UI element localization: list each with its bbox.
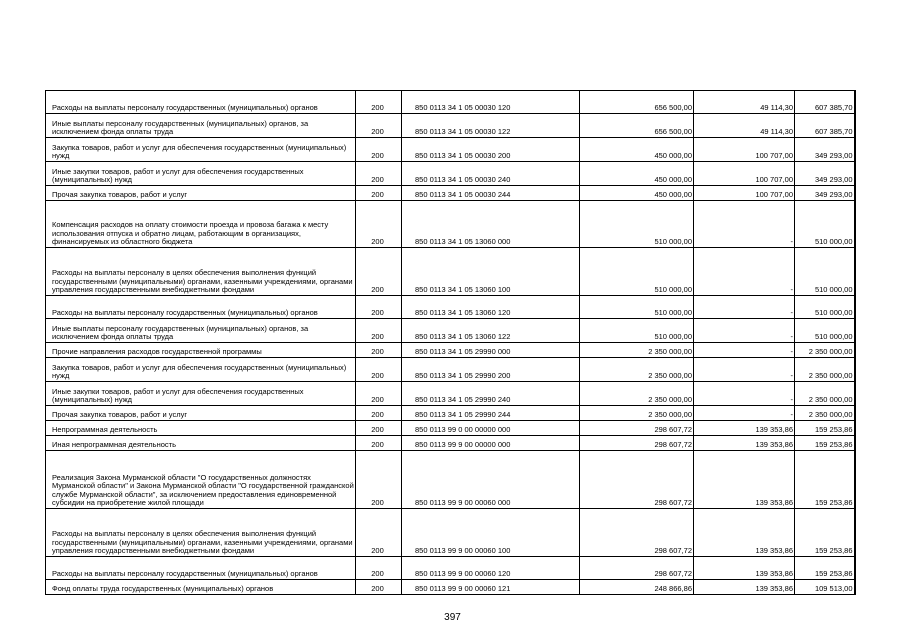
approved-amount-cell: 450 000,00 xyxy=(580,138,694,162)
budget-classification-code-cell: 850 0113 99 9 00 00060 121 xyxy=(402,580,580,595)
line-code-cell: 200 xyxy=(356,114,402,138)
item-name-cell: Иные закупки товаров, работ и услуг для обеспечения государственных (муниципальных) нужд xyxy=(46,162,356,186)
line-code-cell: 200 xyxy=(356,451,402,509)
remaining-amount-cell: 349 293,00 xyxy=(795,186,855,201)
executed-amount-cell: 100 707,00 xyxy=(694,162,795,186)
executed-amount-cell: 100 707,00 xyxy=(694,138,795,162)
budget-execution-table xyxy=(45,90,856,595)
table-row xyxy=(46,296,855,319)
executed-amount-cell: - xyxy=(694,358,795,382)
item-name-cell: Прочие направления расходов государственной программы xyxy=(46,343,356,358)
table-row xyxy=(46,248,855,296)
remaining-amount-cell: 510 000,00 xyxy=(795,319,855,343)
line-code-cell: 200 xyxy=(356,580,402,595)
approved-amount-cell: 2 350 000,00 xyxy=(580,343,694,358)
remaining-amount-cell: 109 513,00 xyxy=(795,580,855,595)
item-name-cell: Расходы на выплаты персоналу государственных (муниципальных) органов xyxy=(46,296,356,319)
budget-classification-code-cell: 850 0113 34 1 05 00030 240 xyxy=(402,162,580,186)
remaining-amount-cell: 159 253,86 xyxy=(795,421,855,436)
table-row xyxy=(46,319,855,343)
line-code-cell: 200 xyxy=(356,509,402,557)
table-row xyxy=(46,162,855,186)
remaining-amount-cell: 510 000,00 xyxy=(795,248,855,296)
item-name-cell: Закупка товаров, работ и услуг для обеспечения государственных (муниципальных) нужд xyxy=(46,138,356,162)
budget-classification-code-cell: 850 0113 99 9 00 00000 000 xyxy=(402,436,580,451)
line-code-cell: 200 xyxy=(356,186,402,201)
approved-amount-cell: 298 607,72 xyxy=(580,557,694,580)
remaining-amount-cell: 607 385,70 xyxy=(795,91,855,114)
budget-classification-code-cell: 850 0113 34 1 05 00030 122 xyxy=(402,114,580,138)
remaining-amount-cell: 159 253,86 xyxy=(795,557,855,580)
budget-classification-code-cell: 850 0113 34 1 05 00030 200 xyxy=(402,138,580,162)
remaining-amount-cell: 159 253,86 xyxy=(795,451,855,509)
approved-amount-cell: 510 000,00 xyxy=(580,319,694,343)
line-code-cell: 200 xyxy=(356,557,402,580)
line-code-cell: 200 xyxy=(356,421,402,436)
remaining-amount-cell: 607 385,70 xyxy=(795,114,855,138)
approved-amount-cell: 2 350 000,00 xyxy=(580,358,694,382)
table-row xyxy=(46,343,855,358)
item-name-cell: Компенсация расходов на оплату стоимости проезда и провоза багажа к месту использования отпуска и обратно лицам, работающим в организациях, финансируемых из областного бюджета xyxy=(46,201,356,248)
page-number: 397 xyxy=(444,612,461,623)
budget-classification-code-cell: 850 0113 34 1 05 00030 244 xyxy=(402,186,580,201)
budget-classification-code-cell: 850 0113 34 1 05 13060 120 xyxy=(402,296,580,319)
budget-classification-code-cell: 850 0113 34 1 05 13060 000 xyxy=(402,201,580,248)
table-row xyxy=(46,358,855,382)
table-row xyxy=(46,509,855,557)
executed-amount-cell: - xyxy=(694,248,795,296)
remaining-amount-cell: 159 253,86 xyxy=(795,436,855,451)
table-row xyxy=(46,406,855,421)
table-row xyxy=(46,138,855,162)
item-name-cell: Иные закупки товаров, работ и услуг для обеспечения государственных (муниципальных) нужд xyxy=(46,382,356,406)
budget-classification-code-cell: 850 0113 34 1 05 13060 100 xyxy=(402,248,580,296)
executed-amount-cell: - xyxy=(694,296,795,319)
line-code-cell: 200 xyxy=(356,436,402,451)
approved-amount-cell: 510 000,00 xyxy=(580,248,694,296)
approved-amount-cell: 248 866,86 xyxy=(580,580,694,595)
table-body xyxy=(46,91,855,595)
item-name-cell: Иная непрограммная деятельность xyxy=(46,436,356,451)
line-code-cell: 200 xyxy=(356,406,402,421)
executed-amount-cell: - xyxy=(694,343,795,358)
executed-amount-cell: 139 353,86 xyxy=(694,580,795,595)
line-code-cell: 200 xyxy=(356,201,402,248)
item-name-cell: Прочая закупка товаров, работ и услуг xyxy=(46,406,356,421)
item-name-cell: Прочая закупка товаров, работ и услуг xyxy=(46,186,356,201)
item-name-cell: Закупка товаров, работ и услуг для обеспечения государственных (муниципальных) нужд xyxy=(46,358,356,382)
line-code-cell: 200 xyxy=(356,319,402,343)
budget-classification-code-cell: 850 0113 99 9 00 00060 120 xyxy=(402,557,580,580)
executed-amount-cell: - xyxy=(694,382,795,406)
item-name-cell: Фонд оплаты труда государственных (муниципальных) органов xyxy=(46,580,356,595)
table-row xyxy=(46,114,855,138)
executed-amount-cell: 139 353,86 xyxy=(694,451,795,509)
line-code-cell: 200 xyxy=(356,248,402,296)
line-code-cell: 200 xyxy=(356,138,402,162)
remaining-amount-cell: 349 293,00 xyxy=(795,162,855,186)
table-row xyxy=(46,557,855,580)
remaining-amount-cell: 2 350 000,00 xyxy=(795,358,855,382)
approved-amount-cell: 656 500,00 xyxy=(580,114,694,138)
approved-amount-cell: 450 000,00 xyxy=(580,162,694,186)
remaining-amount-cell: 510 000,00 xyxy=(795,296,855,319)
item-name-cell: Иные выплаты персоналу государственных (муниципальных) органов, за исключением фонда оплаты труда xyxy=(46,114,356,138)
item-name-cell: Иные выплаты персоналу государственных (муниципальных) органов, за исключением фонда оплаты труда xyxy=(46,319,356,343)
remaining-amount-cell: 2 350 000,00 xyxy=(795,382,855,406)
item-name-cell: Расходы на выплаты персоналу в целях обеспечения выполнения функций государственными (муниципальными) органами, казенными учреждениями, органами управления государственными внебюджетными фондами xyxy=(46,509,356,557)
table-row xyxy=(46,382,855,406)
line-code-cell: 200 xyxy=(356,91,402,114)
remaining-amount-cell: 349 293,00 xyxy=(795,138,855,162)
line-code-cell: 200 xyxy=(356,358,402,382)
table-row xyxy=(46,186,855,201)
line-code-cell: 200 xyxy=(356,382,402,406)
item-name-cell: Расходы на выплаты персоналу в целях обеспечения выполнения функций государственными (муниципальными) органами, казенными учреждениями, органами управления государственными внебюджетными фондами xyxy=(46,248,356,296)
item-name-cell: Реализация Закона Мурманской области "О государственных должностях Мурманской области" и Закона Мурманской области "О государственной гражданской службе Мурманской области", за исключением предоставления единовременной субсидии на приобретение жилой площади xyxy=(46,451,356,509)
approved-amount-cell: 2 350 000,00 xyxy=(580,406,694,421)
line-code-cell: 200 xyxy=(356,296,402,319)
executed-amount-cell: 139 353,86 xyxy=(694,436,795,451)
table-row xyxy=(46,436,855,451)
approved-amount-cell: 298 607,72 xyxy=(580,451,694,509)
executed-amount-cell: 139 353,86 xyxy=(694,557,795,580)
table-row xyxy=(46,91,855,114)
table-row xyxy=(46,421,855,436)
remaining-amount-cell: 510 000,00 xyxy=(795,201,855,248)
approved-amount-cell: 298 607,72 xyxy=(580,436,694,451)
table-row xyxy=(46,201,855,248)
executed-amount-cell: 49 114,30 xyxy=(694,91,795,114)
executed-amount-cell: - xyxy=(694,406,795,421)
budget-classification-code-cell: 850 0113 34 1 05 29990 244 xyxy=(402,406,580,421)
approved-amount-cell: 510 000,00 xyxy=(580,201,694,248)
budget-classification-code-cell: 850 0113 99 9 00 00060 100 xyxy=(402,509,580,557)
approved-amount-cell: 450 000,00 xyxy=(580,186,694,201)
budget-classification-code-cell: 850 0113 99 0 00 00000 000 xyxy=(402,421,580,436)
executed-amount-cell: 49 114,30 xyxy=(694,114,795,138)
executed-amount-cell: 139 353,86 xyxy=(694,421,795,436)
budget-classification-code-cell: 850 0113 34 1 05 29990 240 xyxy=(402,382,580,406)
executed-amount-cell: - xyxy=(694,201,795,248)
budget-classification-code-cell: 850 0113 34 1 05 29990 200 xyxy=(402,358,580,382)
budget-classification-code-cell: 850 0113 34 1 05 29990 000 xyxy=(402,343,580,358)
approved-amount-cell: 298 607,72 xyxy=(580,509,694,557)
remaining-amount-cell: 2 350 000,00 xyxy=(795,343,855,358)
line-code-cell: 200 xyxy=(356,162,402,186)
line-code-cell: 200 xyxy=(356,343,402,358)
budget-classification-code-cell: 850 0113 34 1 05 13060 122 xyxy=(402,319,580,343)
item-name-cell: Расходы на выплаты персоналу государственных (муниципальных) органов xyxy=(46,557,356,580)
budget-classification-code-cell: 850 0113 99 9 00 00060 000 xyxy=(402,451,580,509)
approved-amount-cell: 2 350 000,00 xyxy=(580,382,694,406)
remaining-amount-cell: 159 253,86 xyxy=(795,509,855,557)
approved-amount-cell: 510 000,00 xyxy=(580,296,694,319)
table-row xyxy=(46,451,855,509)
item-name-cell: Расходы на выплаты персоналу государственных (муниципальных) органов xyxy=(46,91,356,114)
executed-amount-cell: - xyxy=(694,319,795,343)
budget-report-sheet xyxy=(45,90,854,595)
table-row xyxy=(46,580,855,595)
budget-classification-code-cell: 850 0113 34 1 05 00030 120 xyxy=(402,91,580,114)
approved-amount-cell: 298 607,72 xyxy=(580,421,694,436)
remaining-amount-cell: 2 350 000,00 xyxy=(795,406,855,421)
executed-amount-cell: 100 707,00 xyxy=(694,186,795,201)
approved-amount-cell: 656 500,00 xyxy=(580,91,694,114)
item-name-cell: Непрограммная деятельность xyxy=(46,421,356,436)
executed-amount-cell: 139 353,86 xyxy=(694,509,795,557)
